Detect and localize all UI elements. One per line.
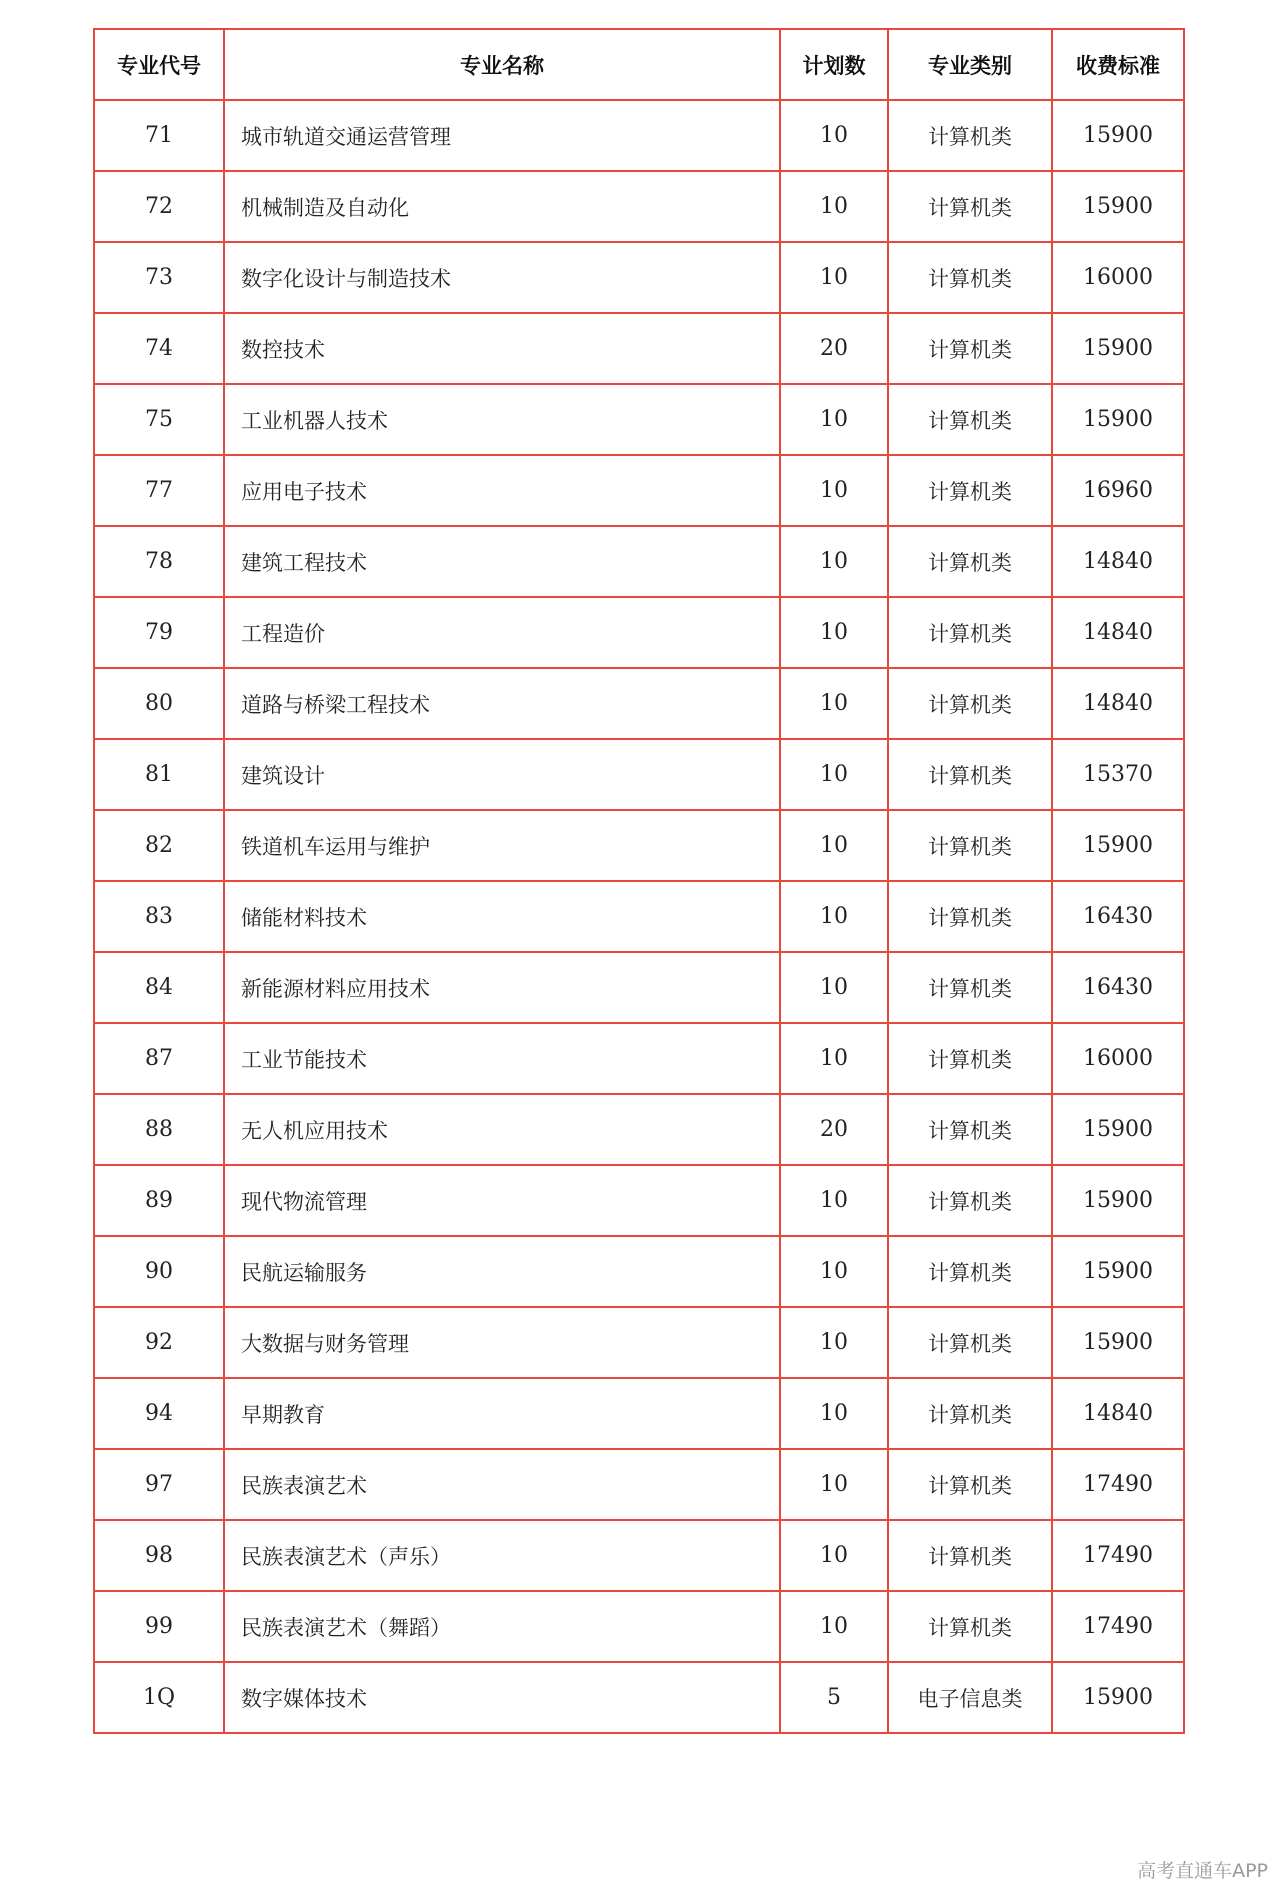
cell-category: 计算机类: [888, 1449, 1052, 1520]
table-row: [94, 881, 1184, 952]
table-row: [94, 1520, 1184, 1591]
table-row: [94, 242, 1184, 313]
cell-name: 民族表演艺术: [224, 1449, 780, 1520]
cell-plan: 5: [780, 1662, 888, 1733]
cell-name: 数字化设计与制造技术: [224, 242, 780, 313]
cell-name: 现代物流管理: [224, 1165, 780, 1236]
cell-category: 计算机类: [888, 597, 1052, 668]
cell-name: 工程造价: [224, 597, 780, 668]
header-name: 专业名称: [224, 29, 780, 100]
cell-plan: 10: [780, 881, 888, 952]
cell-fee: 15900: [1052, 810, 1184, 881]
table-row: [94, 455, 1184, 526]
cell-fee: 17490: [1052, 1520, 1184, 1591]
cell-category: 计算机类: [888, 1520, 1052, 1591]
cell-plan: 10: [780, 1449, 888, 1520]
cell-name: 数控技术: [224, 313, 780, 384]
table-row: [94, 100, 1184, 171]
cell-category: 计算机类: [888, 1236, 1052, 1307]
cell-code: 94: [94, 1378, 224, 1449]
cell-plan: 10: [780, 1378, 888, 1449]
cell-category: 计算机类: [888, 1307, 1052, 1378]
cell-category: 计算机类: [888, 952, 1052, 1023]
cell-code: 89: [94, 1165, 224, 1236]
header-plan: 计划数: [780, 29, 888, 100]
cell-code: 75: [94, 384, 224, 455]
cell-code: 73: [94, 242, 224, 313]
cell-fee: 16430: [1052, 952, 1184, 1023]
cell-fee: 14840: [1052, 668, 1184, 739]
table-row: [94, 526, 1184, 597]
cell-plan: 10: [780, 1591, 888, 1662]
cell-fee: 16000: [1052, 1023, 1184, 1094]
header-fee: 收费标准: [1052, 29, 1184, 100]
cell-name: 工业机器人技术: [224, 384, 780, 455]
cell-category: 计算机类: [888, 313, 1052, 384]
cell-category: 计算机类: [888, 242, 1052, 313]
cell-plan: 10: [780, 100, 888, 171]
cell-plan: 10: [780, 1236, 888, 1307]
cell-fee: 17490: [1052, 1591, 1184, 1662]
cell-fee: 15900: [1052, 1307, 1184, 1378]
cell-name: 建筑工程技术: [224, 526, 780, 597]
cell-fee: 15900: [1052, 100, 1184, 171]
cell-category: 计算机类: [888, 171, 1052, 242]
cell-category: 计算机类: [888, 1378, 1052, 1449]
cell-fee: 15900: [1052, 1094, 1184, 1165]
cell-fee: 16430: [1052, 881, 1184, 952]
cell-fee: 17490: [1052, 1449, 1184, 1520]
cell-category: 计算机类: [888, 1023, 1052, 1094]
table-row: [94, 1591, 1184, 1662]
cell-category: 计算机类: [888, 526, 1052, 597]
cell-plan: 20: [780, 313, 888, 384]
cell-code: 88: [94, 1094, 224, 1165]
table-row: [94, 1236, 1184, 1307]
cell-fee: 15900: [1052, 1236, 1184, 1307]
cell-name: 道路与桥梁工程技术: [224, 668, 780, 739]
table-row: [94, 952, 1184, 1023]
majors-table: [93, 28, 1185, 1734]
cell-plan: 10: [780, 597, 888, 668]
cell-name: 民航运输服务: [224, 1236, 780, 1307]
cell-category: 计算机类: [888, 881, 1052, 952]
cell-plan: 10: [780, 668, 888, 739]
cell-plan: 20: [780, 1094, 888, 1165]
cell-fee: 15370: [1052, 739, 1184, 810]
cell-fee: 14840: [1052, 1378, 1184, 1449]
cell-category: 计算机类: [888, 100, 1052, 171]
cell-name: 应用电子技术: [224, 455, 780, 526]
cell-code: 72: [94, 171, 224, 242]
cell-plan: 10: [780, 952, 888, 1023]
cell-fee: 15900: [1052, 171, 1184, 242]
cell-category: 计算机类: [888, 739, 1052, 810]
cell-code: 1Q: [94, 1662, 224, 1733]
table-row: [94, 1378, 1184, 1449]
cell-code: 97: [94, 1449, 224, 1520]
cell-code: 87: [94, 1023, 224, 1094]
cell-code: 90: [94, 1236, 224, 1307]
cell-fee: 15900: [1052, 384, 1184, 455]
cell-fee: 15900: [1052, 313, 1184, 384]
cell-code: 83: [94, 881, 224, 952]
cell-fee: 15900: [1052, 1165, 1184, 1236]
cell-name: 建筑设计: [224, 739, 780, 810]
table-row: [94, 1165, 1184, 1236]
cell-code: 77: [94, 455, 224, 526]
cell-name: 城市轨道交通运营管理: [224, 100, 780, 171]
cell-name: 无人机应用技术: [224, 1094, 780, 1165]
table-row: [94, 1662, 1184, 1733]
cell-fee: 16960: [1052, 455, 1184, 526]
watermark-text: 高考直通车APP: [1137, 1860, 1268, 1882]
table-row: [94, 313, 1184, 384]
table-row: [94, 171, 1184, 242]
table-row: [94, 1023, 1184, 1094]
cell-plan: 10: [780, 171, 888, 242]
cell-name: 新能源材料应用技术: [224, 952, 780, 1023]
cell-plan: 10: [780, 1520, 888, 1591]
cell-category: 计算机类: [888, 1165, 1052, 1236]
header-code: 专业代号: [94, 29, 224, 100]
cell-category: 计算机类: [888, 384, 1052, 455]
cell-code: 84: [94, 952, 224, 1023]
cell-name: 储能材料技术: [224, 881, 780, 952]
cell-name: 大数据与财务管理: [224, 1307, 780, 1378]
cell-name: 民族表演艺术（舞蹈）: [224, 1591, 780, 1662]
cell-fee: 15900: [1052, 1662, 1184, 1733]
cell-plan: 10: [780, 526, 888, 597]
table-row: [94, 668, 1184, 739]
cell-category: 计算机类: [888, 668, 1052, 739]
cell-fee: 14840: [1052, 526, 1184, 597]
cell-name: 铁道机车运用与维护: [224, 810, 780, 881]
cell-code: 82: [94, 810, 224, 881]
cell-fee: 14840: [1052, 597, 1184, 668]
cell-plan: 10: [780, 739, 888, 810]
cell-plan: 10: [780, 1023, 888, 1094]
cell-category: 计算机类: [888, 455, 1052, 526]
cell-plan: 10: [780, 242, 888, 313]
cell-code: 98: [94, 1520, 224, 1591]
cell-plan: 10: [780, 1307, 888, 1378]
cell-code: 71: [94, 100, 224, 171]
cell-code: 81: [94, 739, 224, 810]
cell-code: 92: [94, 1307, 224, 1378]
cell-category: 计算机类: [888, 1094, 1052, 1165]
table-body: [94, 100, 1184, 1733]
cell-name: 工业节能技术: [224, 1023, 780, 1094]
table-row: [94, 1307, 1184, 1378]
cell-name: 民族表演艺术（声乐）: [224, 1520, 780, 1591]
cell-fee: 16000: [1052, 242, 1184, 313]
cell-category: 计算机类: [888, 810, 1052, 881]
cell-plan: 10: [780, 810, 888, 881]
cell-plan: 10: [780, 1165, 888, 1236]
cell-code: 78: [94, 526, 224, 597]
cell-code: 80: [94, 668, 224, 739]
cell-plan: 10: [780, 384, 888, 455]
cell-code: 79: [94, 597, 224, 668]
cell-name: 数字媒体技术: [224, 1662, 780, 1733]
table-row: [94, 810, 1184, 881]
table-row: [94, 1449, 1184, 1520]
cell-category: 电子信息类: [888, 1662, 1052, 1733]
table-row: [94, 384, 1184, 455]
table-row: [94, 739, 1184, 810]
table-row: [94, 1094, 1184, 1165]
header-category: 专业类别: [888, 29, 1052, 100]
table-header-row: [94, 29, 1184, 100]
cell-name: 机械制造及自动化: [224, 171, 780, 242]
cell-name: 早期教育: [224, 1378, 780, 1449]
cell-plan: 10: [780, 455, 888, 526]
cell-code: 74: [94, 313, 224, 384]
cell-category: 计算机类: [888, 1591, 1052, 1662]
cell-code: 99: [94, 1591, 224, 1662]
table-row: [94, 597, 1184, 668]
